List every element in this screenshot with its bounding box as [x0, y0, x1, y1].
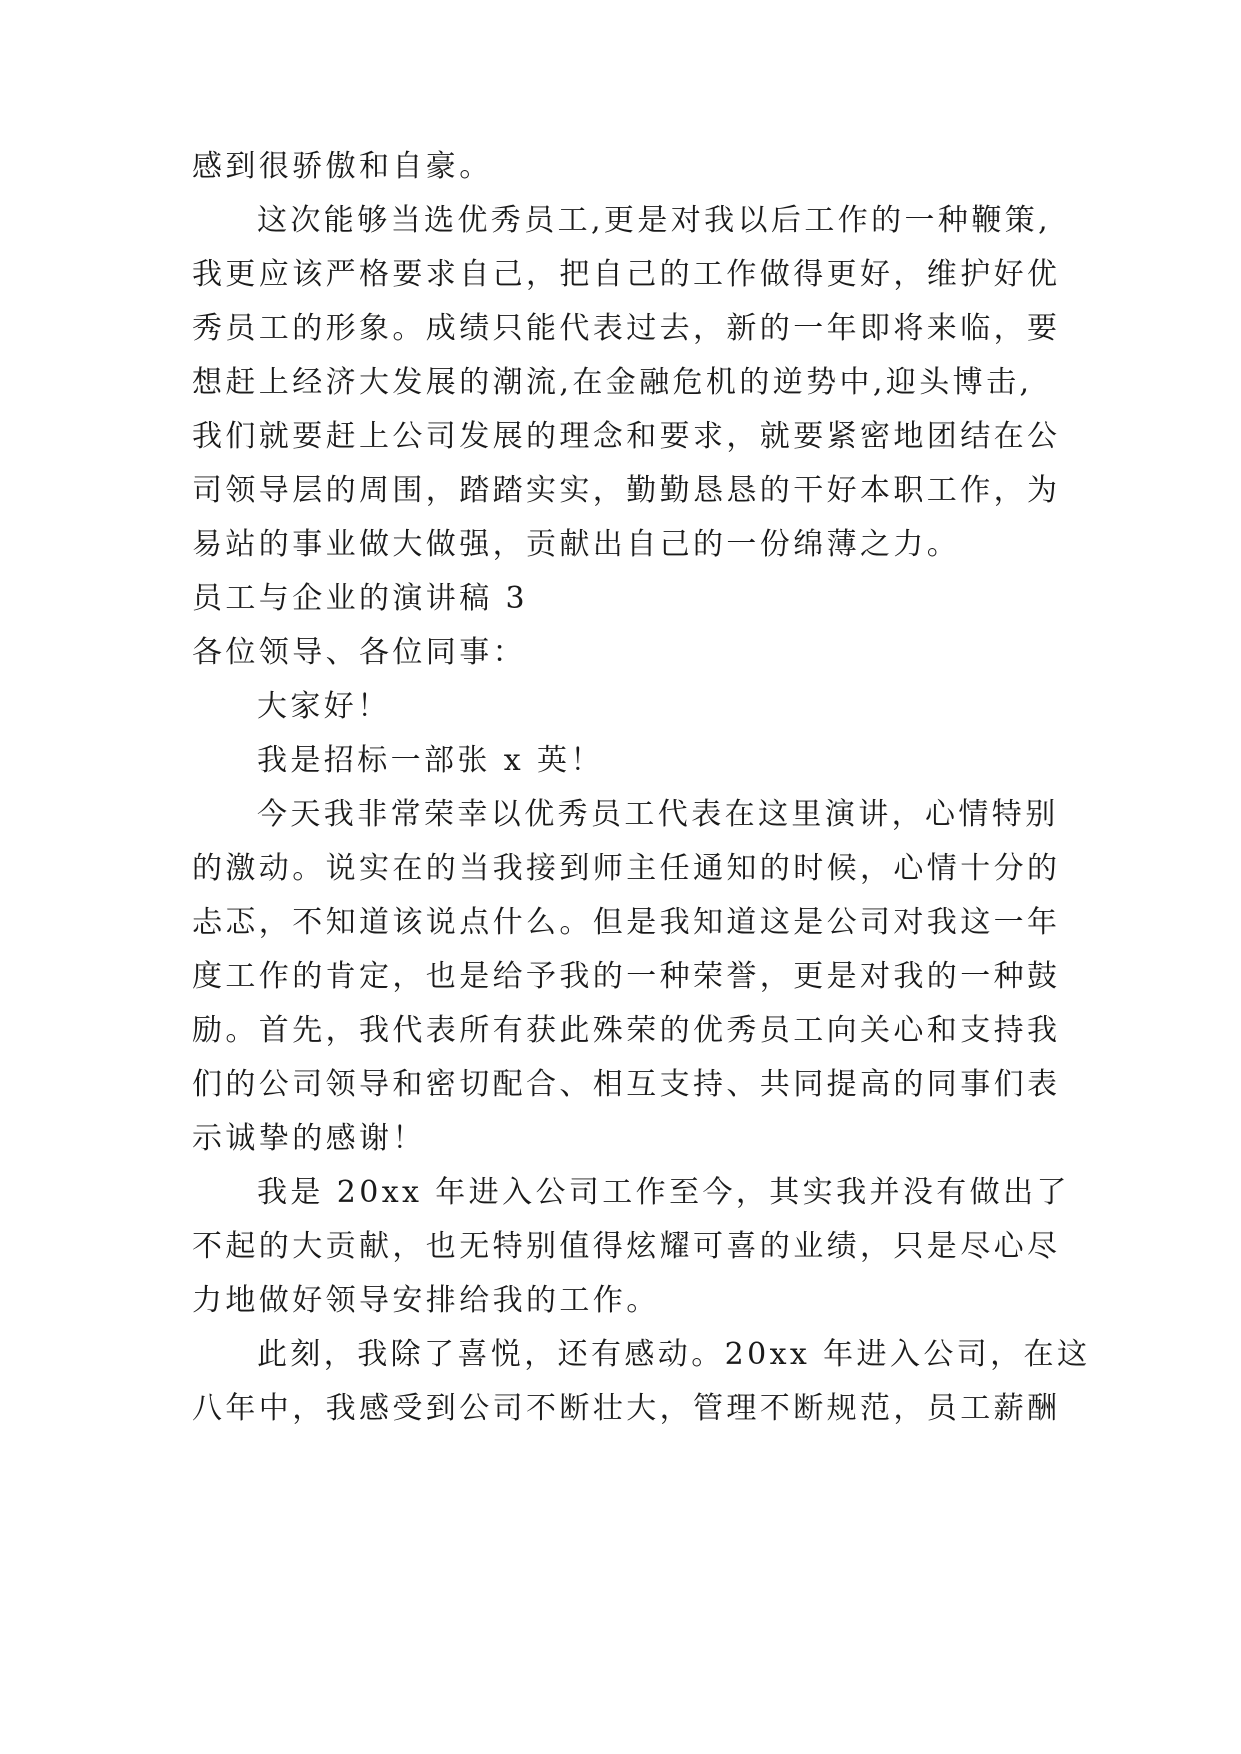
salutation: 各位领导、各位同事：	[192, 635, 526, 670]
text-line: 励。首先，我代表所有获此殊荣的优秀员工向关心和支持我	[192, 1013, 1061, 1048]
paragraph-start: 今天我非常荣幸以优秀员工代表在这里演讲，心情特别	[257, 797, 1059, 832]
text-line: 度工作的肯定，也是给予我的一种荣誉，更是对我的一种鼓	[192, 959, 1061, 994]
text-line: 我更应该严格要求自己，把自己的工作做得更好，维护好优	[192, 257, 1061, 292]
text-line: 力地做好领导安排给我的工作。	[192, 1283, 660, 1318]
text-line: 不起的大贡献，也无特别值得炫耀可喜的业绩，只是尽心尽	[192, 1229, 1061, 1264]
text-line: 我们就要赶上公司发展的理念和要求，就要紧密地团结在公	[192, 419, 1061, 454]
section-title: 员工与企业的演讲稿 3	[192, 581, 529, 616]
text-line: 示诚挚的感谢！	[192, 1121, 426, 1156]
self-introduction: 我是招标一部张 x 英！	[257, 743, 604, 778]
paragraph-start: 这次能够当选优秀员工,更是对我以后工作的一种鞭策,	[257, 203, 1052, 238]
text-line: 易站的事业做大做强，贡献出自己的一份绵薄之力。	[192, 527, 961, 562]
text-line: 司领导层的周围，踏踏实实，勤勤恳恳的干好本职工作，为	[192, 473, 1061, 508]
text-line: 八年中，我感受到公司不断壮大，管理不断规范，员工薪酬	[192, 1391, 1061, 1426]
text-line: 秀员工的形象。成绩只能代表过去，新的一年即将来临，要	[192, 311, 1061, 346]
paragraph-start: 我是 20xx 年进入公司工作至今，其实我并没有做出了	[257, 1175, 1070, 1210]
text-line: 感到很骄傲和自豪。	[192, 149, 493, 184]
paragraph-start: 此刻，我除了喜悦，还有感动。20xx 年进入公司，在这	[257, 1337, 1091, 1372]
text-line: 的激动。说实在的当我接到师主任通知的时候，心情十分的	[192, 851, 1061, 886]
greeting: 大家好！	[257, 689, 391, 724]
text-line: 们的公司领导和密切配合、相互支持、共同提高的同事们表	[192, 1067, 1061, 1102]
text-line: 想赶上经济大发展的潮流,在金融危机的逆势中,迎头博击,	[192, 365, 1033, 400]
text-line: 忐忑，不知道该说点什么。但是我知道这是公司对我这一年	[192, 905, 1061, 940]
